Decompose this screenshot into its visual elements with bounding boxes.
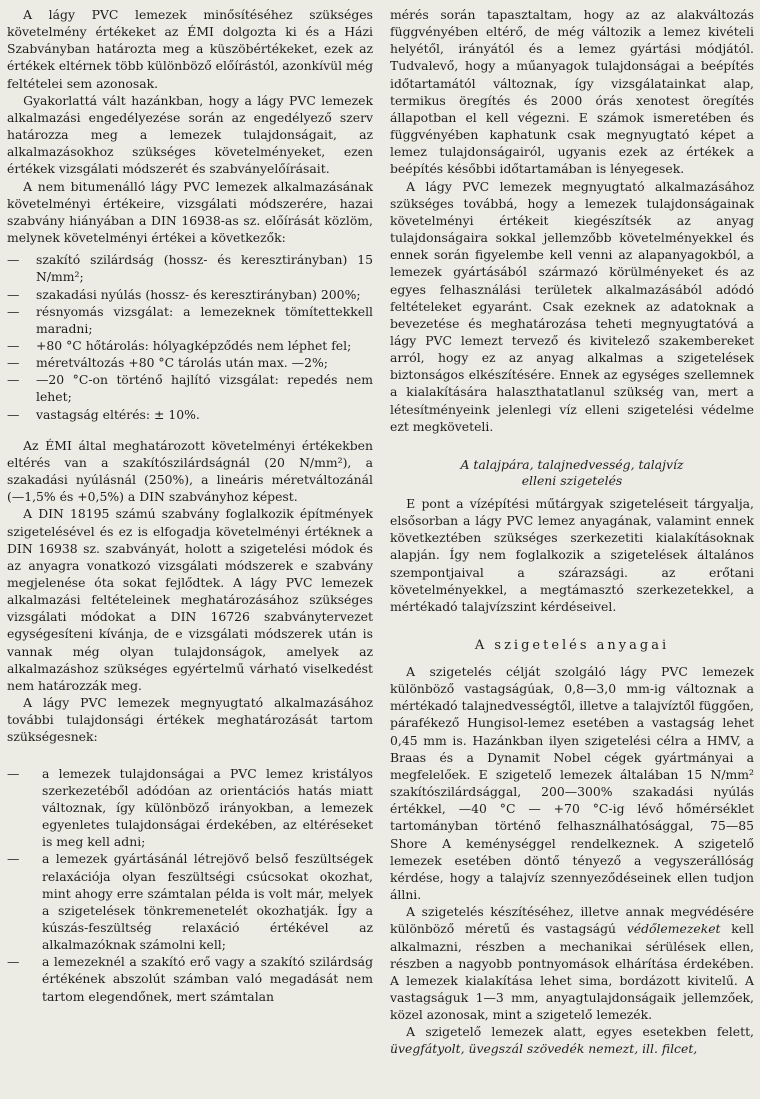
section-heading-line: elleni szigetelés — [521, 472, 623, 488]
paragraph: A lágy PVC lemezek megnyugtató alkalmazásához további tulajdonsági értékek meghatározását tartom szükségesnek: — [7, 695, 373, 745]
paragraph: A nem bitumenálló lágy PVC lemezek alkalmazásának követelményi értékeire, vizsgálati módszerére, hazai szabvány hiányában a DIN 16938-as sz. előírását közlöm, melynek követelményi értékei a következők: — [7, 178, 373, 246]
list-item: — a lemezek tulajdonságai a PVC lemez kristályos szerkezetéből adódóan az orientációs hatás miatt változnak, így különböző irányokban, a lemezek egyenletes tulajdonságai érdekében, az eltéréseket is meg kell adni; — [7, 765, 373, 851]
left-column — [7, 6, 373, 1005]
paragraph: A lágy PVC lemezek megnyugtató alkalmazásához szükséges továbbá, hogy a lemezek tulajdonságainak követelményi értékeit kiegészítsék az anyag tulajdonságaira sokkal jellemzőbb követelményekkel és ennek során figyelembe kell venni az alapanyagokból, a lemezek gyártásából származó körülményeket és az egyes felhasználási területek alkalmazásából adódó feltételeket egyaránt. Csak ezeknek az adatoknak a bevezetése és meghatározása teheti megnyugtatóvá a lágy PVC lemezt tervező és kivitelező szakembereket arról, hogy ez az anyag alkalmas a szigetelések biztonságos elkészítésére. Ennek az egységes szellemnek a kialakítására halaszthatatlanul szükség van, mert a létesítményeink jelenlegi víz elleni szigetelési védelme ezt megköveteli. — [390, 178, 754, 434]
section-heading-line: A talajpára, talajnedvesség, talajvíz — [460, 456, 684, 472]
additional-properties-list — [7, 765, 373, 1005]
paragraph: E pont a vízépítési műtárgyak szigeteléseit tárgyalja, elsősorban a lágy PVC lemez anyagának, valamint ennek következtében szükséges szerkezetiti kialakításoknak alapján. Így nem foglalkozik a szigetelések általános szempontjaival a szárazsági. az erőtani követelményekkel, a megtámasztó szerkezetekkel, a mértékadó talajvízszint kérdéseivel. — [390, 495, 754, 614]
italic-term: üvegfátyolt, üvegszál szövedék nemezt, ill. filcet, — [390, 1041, 698, 1057]
list-item: — +80 °C hőtárolás: hólyagképződés nem léphet fel; — [7, 337, 373, 354]
list-item: — a lemezek gyártásánál létrejövő belső feszültségek relaxációja olyan feszültségi csúcsokat okozhat, mint ahogy erre számtalan példa is volt már, melyek a szigetelések tönkremenetelét okozhatják. Így a kúszás-feszültség relaxáció értékével az alkalmazóknak számolni kell; — [7, 850, 373, 953]
text-run: A szigetelés készítéséhez, illetve annak megvédésére különböző méretű és vastagságú — [390, 904, 754, 937]
paragraph: Gyakorlattá vált hazánkban, hogy a lágy PVC lemezek alkalmazási engedélyezése során az engedélyező szerv határozza meg a lemezek tulajdonságait, az alkalmazásokhoz szükséges követelményeket, ezen értékek vizsgálati módszerét és szabványelőírásait. — [7, 92, 373, 177]
requirements-list — [7, 251, 373, 423]
list-item: — szakító szilárdság (hossz- és keresztirányban) 15 N/mm²; — [7, 251, 373, 285]
paragraph: A szigetelés célját szolgáló lágy PVC lemezek különböző vastagságúak, 0,8—3,0 mm-ig változnak a mértékadó talajnedvességtől, illetve a talajvíztől függően, párafékező Hungisol-lemez esetében a vastagság lehet 0,45 mm is. Hazánkban ilyen szigetelési célra a HMV, a Braas és a Dynamit Nobel cégek gyártmányai a megfelelőek. E szigetelő lemezek általában 15 N/mm² szakítószilárdsággal, 200—300% szakadási nyúlás értékkel, —40 °C — +70 °C-ig lévő hőmérséklet tartományban történő felhasználhatósággal, 75—85 Shore A keménységgel rendelkeznek. A szigetelő lemezek esetében döntő tényező a vegyszerállóság kérdése, hogy a talajvíz szennyeződéseinek ellen tudjon állni. — [390, 664, 754, 903]
list-item: — résnyomás vizsgálat: a lemezeknek tömítettekkell maradni; — [7, 303, 373, 337]
paragraph: Az ÉMI által meghatározott követelményi értékekben eltérés van a szakítószilárdságnál (20 N/mm²), a szakadási nyúlásnál (250%), a lineáris méretváltozánál (—1,5% és +0,5%) a DIN szabványhoz képest. — [7, 437, 373, 505]
spacer — [390, 435, 754, 457]
paragraph: A lágy PVC lemezek minősítéséhez szükséges követelmény értékeket az ÉMI dolgozta ki és a Házi Szabványban határozta meg a küszöbértékeket, ezek az értékek eltérnek több különböző előírástól, azonkívül még feltételei sem azonosak. — [7, 7, 373, 91]
paragraph: A DIN 18195 számú szabvány foglalkozik építmények szigetelésével és ez is elfogadja követelményi értéknek a DIN 16938 sz. szabványát, holott a szigetelési módok és az anyagra vonatkozó vizsgálati módszerek e szabvány megjelenése óta sokat fejlődtek. A lágy PVC lemezek alkalmazási feltételeinek meghatározásához szükséges vizsgálati módokat a DIN 16726 szabványtervezet egységesíteni kívánja, de e vizsgálati módszerek után is vannak még olyan tulajdonságok, amelyek az alkalmazáshoz szükséges egyértelmű várható viselkedést nem határozzák meg. — [7, 506, 373, 693]
paragraph: mérés során tapasztaltam, hogy az az alakváltozás függvényében eltérő, de még változik a lemez kivételi helyétől, irányától és a lemez gyártási módjától. Tudvalevő, hogy a műanyagok tulajdonságai a beépítés időtartamától változnak, így vizsgálatainkat alap, termikus öregítés és 2000 órás xenotest öregítés állapotban el kell végezni. E számok ismeretében és függvényében kaphatunk csak megnyugtató képet a lemez tulajdonságairól, ugyanis ezek az értékek a beépítés későbbi időtartamában is lényegesek. — [390, 7, 754, 177]
section-heading — [390, 457, 754, 489]
spacer — [7, 423, 373, 437]
paragraph — [390, 903, 754, 1023]
list-item: — vastagság eltérés: ± 10%. — [7, 406, 373, 423]
italic-term: védőlemezeket — [626, 921, 721, 937]
text-run: kell alkalmazni, részben a mechanikai sérülések ellen, részben a nagyobb pontnyomások elhárítása érdekében. A lemezek kialakítása lehet sima, bordázott kivitelű. A vastagságuk 1—3 mm, anyagtulajdonságaik jellemzőek, közel azonosak, mint a szigetelő lemezék. — [390, 921, 754, 1023]
right-column — [390, 6, 754, 1058]
paragraph — [390, 1023, 754, 1057]
list-item: — a lemezeknél a szakító erő vagy a szakító szilárdság értékének abszolút számban való megadását nem tartom elegendőnek, mert számtalan — [7, 953, 373, 1004]
list-item: — szakadási nyúlás (hossz- és keresztirányban) 200%; — [7, 286, 373, 303]
section-heading: A szigetelés anyagai — [474, 638, 670, 653]
list-item: — —20 °C-on történő hajlító vizsgálat: repedés nem lehet; — [7, 371, 373, 405]
list-item: — méretváltozás +80 °C tárolás után max. —2%; — [7, 354, 373, 371]
spacer — [390, 615, 754, 637]
spacer — [7, 746, 373, 760]
text-run: A szigetelő lemezek alatt, egyes esetekben felett, — [406, 1024, 754, 1040]
